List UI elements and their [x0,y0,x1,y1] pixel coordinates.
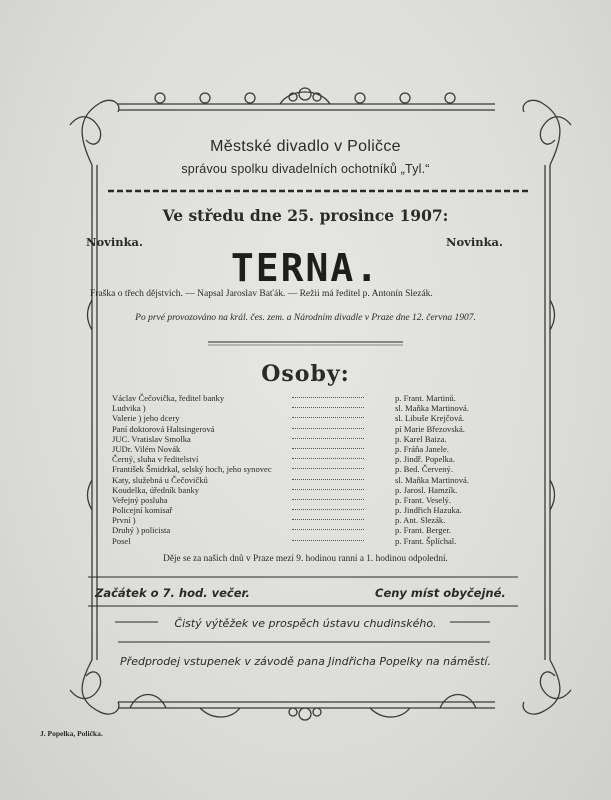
cast-row [112,515,484,525]
leader-dots [292,407,364,408]
cast-role: Černý, sluha v ředitelství [112,454,199,465]
leader-dots [292,468,364,469]
play-title: TERNA. [230,246,381,290]
cast-row [112,393,484,403]
leader-dots [292,428,364,429]
leader-dots [292,397,364,398]
cast-row [112,413,484,423]
cast-actor: p. Karel Baiza. [395,433,447,444]
cast-role: Posel [112,535,131,546]
cast-actor: pí Marie Březovská. [395,423,465,434]
premiere-note: Po prvé provozováno na král. čes. zem. a Národním divadle v Praze dne 12. června 1907. [135,313,476,323]
presale-line: Předprodej vstupenek v závodě pana Jindřicha Popelky na náměstí. [120,655,491,668]
leader-dots [292,417,364,418]
cast-actor: p. Frant. Berger. [395,525,451,536]
cast-row [112,505,484,515]
cast-actor: sl. Maňka Martinová. [395,474,469,485]
leader-dots [292,540,364,541]
cast-role: První ) [112,515,136,526]
cast-row [112,464,484,474]
cast-actor: sl. Maňka Martinová. [395,403,469,414]
cast-row [112,485,484,495]
cast-row [112,536,484,546]
proceeds-line: Čistý výtěžek ve prospěch ústavu chudinského. [174,617,437,630]
cast-actor: p. Bed. Červený. [395,464,453,475]
cast-role: Koudelka, úředník banky [112,484,200,495]
setting-line: Děje se za našich dnů v Praze mezi 9. hodinou ranní a 1. hodinou odpolední. [163,554,448,564]
cast-role: Valerie ) jeho dcery [112,413,180,424]
leader-dots [292,448,364,449]
cast-row [112,525,484,535]
leader-dots [292,499,364,500]
cast-list [112,393,484,546]
cast-role: František Šmidrkal, selský hoch, jeho synovec [112,464,272,475]
leader-dots [292,438,364,439]
cast-actor: p. Frant. Šplíchal. [395,535,457,546]
cast-row [112,403,484,413]
leader-dots [292,458,364,459]
cast-row [112,444,484,454]
cast-row [112,475,484,485]
cast-actor: p. Frant. Veselý. [395,494,451,505]
cast-actor: p. Jarosl. Hamzík. [395,484,458,495]
cast-actor: p. Frant. Martinů. [395,393,456,403]
ticket-prices: Ceny míst obyčejné. [375,586,506,600]
cast-row [112,454,484,464]
cast-role: Paní doktorová Haltsingerová [112,423,215,434]
cast-row [112,434,484,444]
start-time: Začátek o 7. hod. večer. [95,586,250,600]
theatre-name: Městské divadlo v Poličce [210,138,401,155]
leader-dots [292,519,364,520]
cast-actor: p. Jindřich Hazuka. [395,505,462,516]
cast-role: Václav Čečovička, ředitel banky [112,393,225,403]
cast-role: Policejní komisař [112,505,173,516]
cast-role: JUC. Vratislav Smolka [112,433,191,444]
cast-role: Katy, služebná u Čečovičků [112,474,208,485]
cast-actor: p. Fráňa Janele. [395,443,449,454]
leader-dots [292,489,364,490]
society-line: správou spolku divadelních ochotníků „Tyl.“ [181,162,430,176]
novinka-right: Novinka. [446,235,504,249]
leader-dots [292,479,364,480]
cast-role: Veřejný posluha [112,494,168,505]
performance-date: Ve středu dne 25. prosince 1907: [162,206,449,225]
novinka-left: Novinka. [86,235,144,249]
cast-heading: Osoby: [261,361,350,387]
printer-credit: J. Popelka, Polička. [40,729,103,738]
cast-actor: sl. Libuše Krejčová. [395,413,465,424]
cast-role: Druhý ) policista [112,525,171,536]
cast-row [112,495,484,505]
cast-role: Ludvika ) [112,403,146,414]
cast-role: JUDr. Vilém Novák [112,443,181,454]
cast-actor: p. Ant. Slezák. [395,515,446,526]
cast-row [112,424,484,434]
leader-dots [292,529,364,530]
leader-dots [292,509,364,510]
cast-actor: p. Jindř. Popelka. [395,454,455,465]
play-subtitle: Fraška o třech dějstvích. — Napsal Jaroslav Baťák. — Režii má ředitel p. Antonín Slezák. [90,289,433,299]
